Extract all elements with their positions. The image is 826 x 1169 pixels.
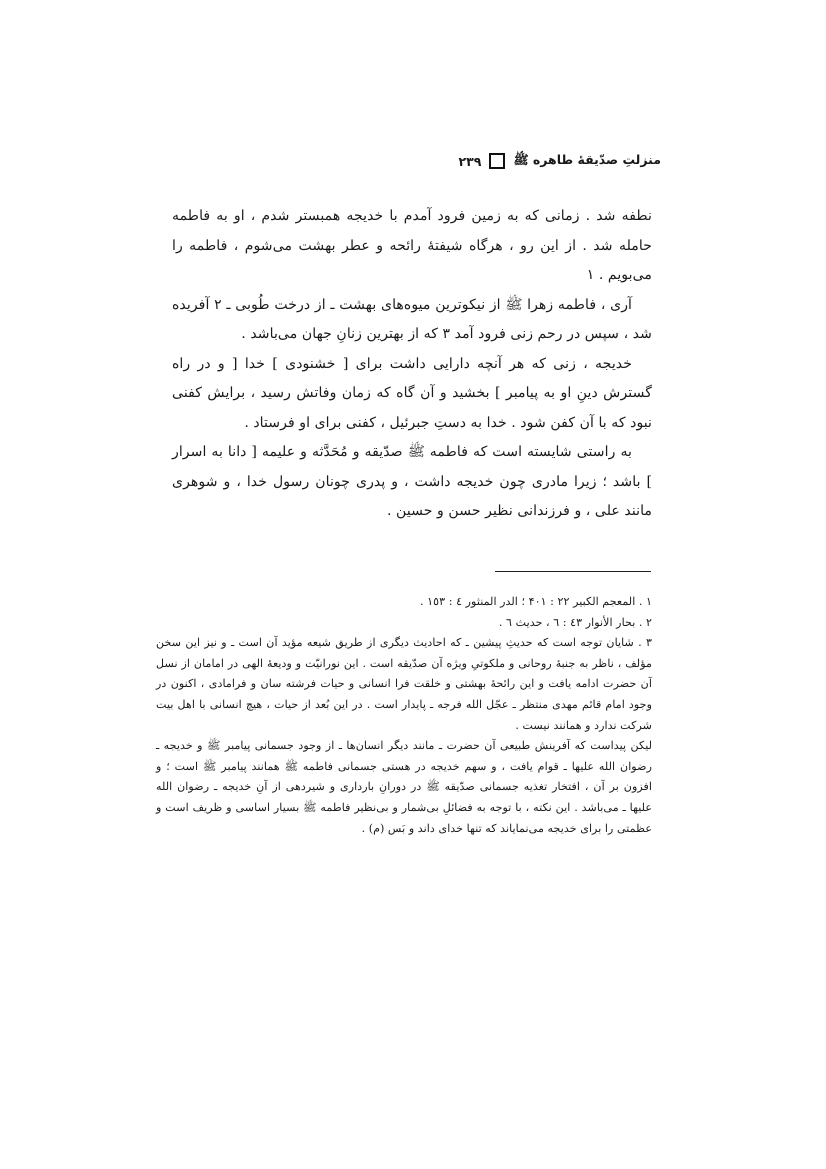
footnote-separator (495, 571, 651, 572)
header-box-ornament (489, 153, 505, 169)
footnote: ۳ . شایان توجه است که حدیثِ پیشین ـ که احادیث دیگری از طریق شیعه مؤید آن است ـ و نیز این سخن مؤلف ، ناظر به جنبهٔ روحانی و ملکوتیِ ویژه آن صدّیقه است . این نورانیّت و ودیعهٔ الهی در امامان از نسل آن حضرت ادامه یافت و این رائحهٔ بهشتی و خلقت فرا انسانی و حیات فرشته سان و فرامادی ، اکنون در وجود امام قائم مهدی منتظر ـ عجّل الله فرجه ـ پایدار است . در این بُعد از حیات ، هیچ انسانی با اهل بیت شرکت ندارد و همانند نیست . (156, 636, 652, 732)
running-title: منزلتِ صدّیقهٔ طاهره ﷺ (513, 151, 661, 167)
running-header (160, 150, 661, 172)
body-paragraph: آری ، فاطمه زهرا ﷺ از نیکوترین میوه‌های بهشت ـ از درخت طُوبی ـ ۲ آفریده شد ، سپس در رحم زنی فرود آمد ۳ که از بهترین زنانِ جهان می‌باشد . (172, 296, 652, 342)
footnote-continuation: لیکن پیداست که آفرینش طبیعی آن حضرت ـ مانند دیگر انسان‌ها ـ از وجود جسمانی پیامبر ﷺ و خدیجه ـ رضوان الله علیها ـ قوام یافت ، و سهم خدیجه در هستی جسمانی فاطمه ﷺ همانند پیامبر ﷺ است ؛ و افزون بر آن ، افتخار تغذیه جسمانی صدّیقه ﷺ در دورانِ بارداری و شیردهی از آنِ خدیجه ـ رضوان الله علیها ـ می‌باشد . این نکته ، با توجه به فضائلِ بی‌شمار و بی‌نظیر فاطمه ﷺ بسیار اساسی و ظریف است و عظمتی را برای خدیجه می‌نمایاند که تنها خدای داند و بَس (م) . (156, 739, 652, 835)
footnotes (156, 592, 652, 839)
body-paragraph: خدیجه ، زنی که هر آنچه دارایی داشت برای [ خشنودی ] خدا [ و در راه گسترش دینِ او به پیامبر ] بخشید و آن گاه که زمان وفاتش رسید ، برایش کفنی نبود که با آن کفن شود . خدا به دستِ جبرئیل ، کفنی برای او فرستاد . (172, 355, 652, 431)
body-paragraph: نطفه شد . زمانی که به زمین فرود آمدم با خدیجه همبستر شدم ، او به فاطمه حامله شد . از این رو ، هرگاه شیفتهٔ رائحه و عطر بهشت می‌شوم ، فاطمه را می‌بویم . ۱ (172, 208, 652, 283)
body-paragraph: به راستی شایسته است که فاطمه ﷺ صدّیقه و مُحَدَّثه و علیمه [ دانا به اسرار ] باشد ؛ زیرا مادری چون خدیجه داشت ، و پدری چونان رسول خدا ، و شوهری مانند علی ، و فرزندانی نظیر حسن و حسین . (172, 444, 652, 519)
page-number: ۲۳۹ (458, 153, 482, 169)
footnote: ۲ . بحار الأنوار ٤۳ : ٦ ، حدیث ٦ . (498, 615, 652, 629)
footnote: ۱ . المعجم الکبیر ۲۲ : ۴۰۱ ؛ الدر المنثور ٤ : ۱٥۳ . (420, 595, 652, 608)
main-text (172, 202, 652, 527)
